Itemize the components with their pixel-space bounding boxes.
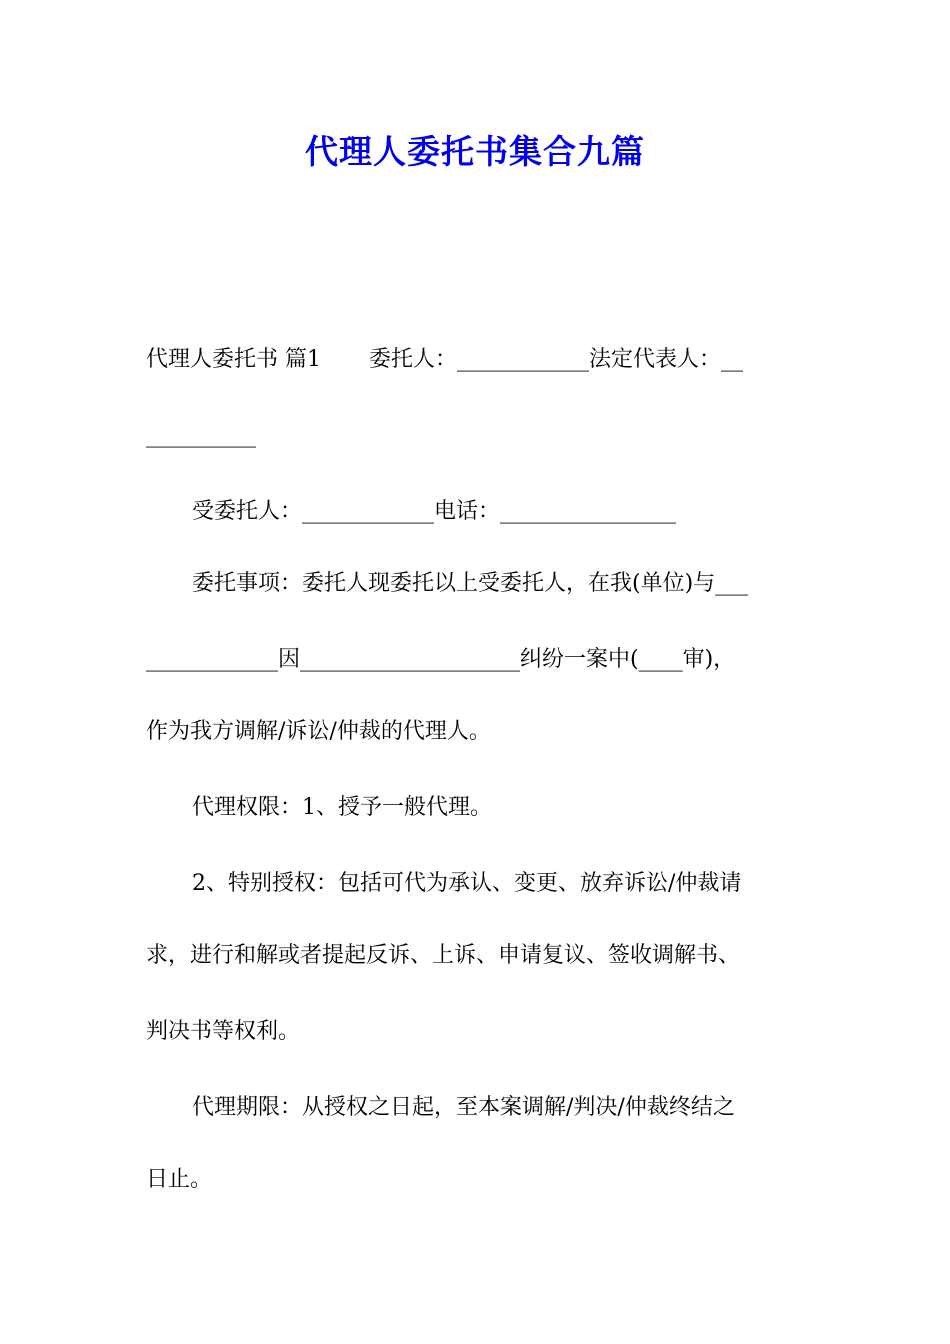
agent-field-line: 受委托人：____________电话：________________ [192,499,677,524]
entrusted-matters-line-2: ____________因____________________纠纷一案中(____审)， [146,647,736,672]
principal-field: 委托人：____________法定代表人：__ [369,347,744,372]
legal-rep-blank-continuation: __________ [146,423,256,448]
authority-special-line-2: 求，进行和解或者提起反诉、上诉、申请复议、签收调解书、 [146,943,741,968]
entrusted-matters-line-3: 作为我方调解/诉讼/仲裁的代理人。 [146,719,491,744]
section-heading-line [146,344,810,376]
authority-general-line: 代理权限：1、授予一般代理。 [192,795,492,820]
authority-special-line-1: 2、特别授权：包括可代为承认、变更、放弃诉讼/仲裁请 [192,871,742,896]
document-title: 代理人委托书集合九篇 [305,132,645,171]
term-line-2: 日止。 [146,1167,213,1192]
entrusted-matters-line-1: 委托事项：委托人现委托以上受委托人，在我(单位)与___ [192,571,749,596]
authority-special-line-3: 判决书等权利。 [146,1019,301,1044]
section-heading: 代理人委托书 篇1 [146,347,321,372]
term-line-1: 代理期限：从授权之日起，至本案调解/判决/仲裁终结之 [192,1095,735,1120]
